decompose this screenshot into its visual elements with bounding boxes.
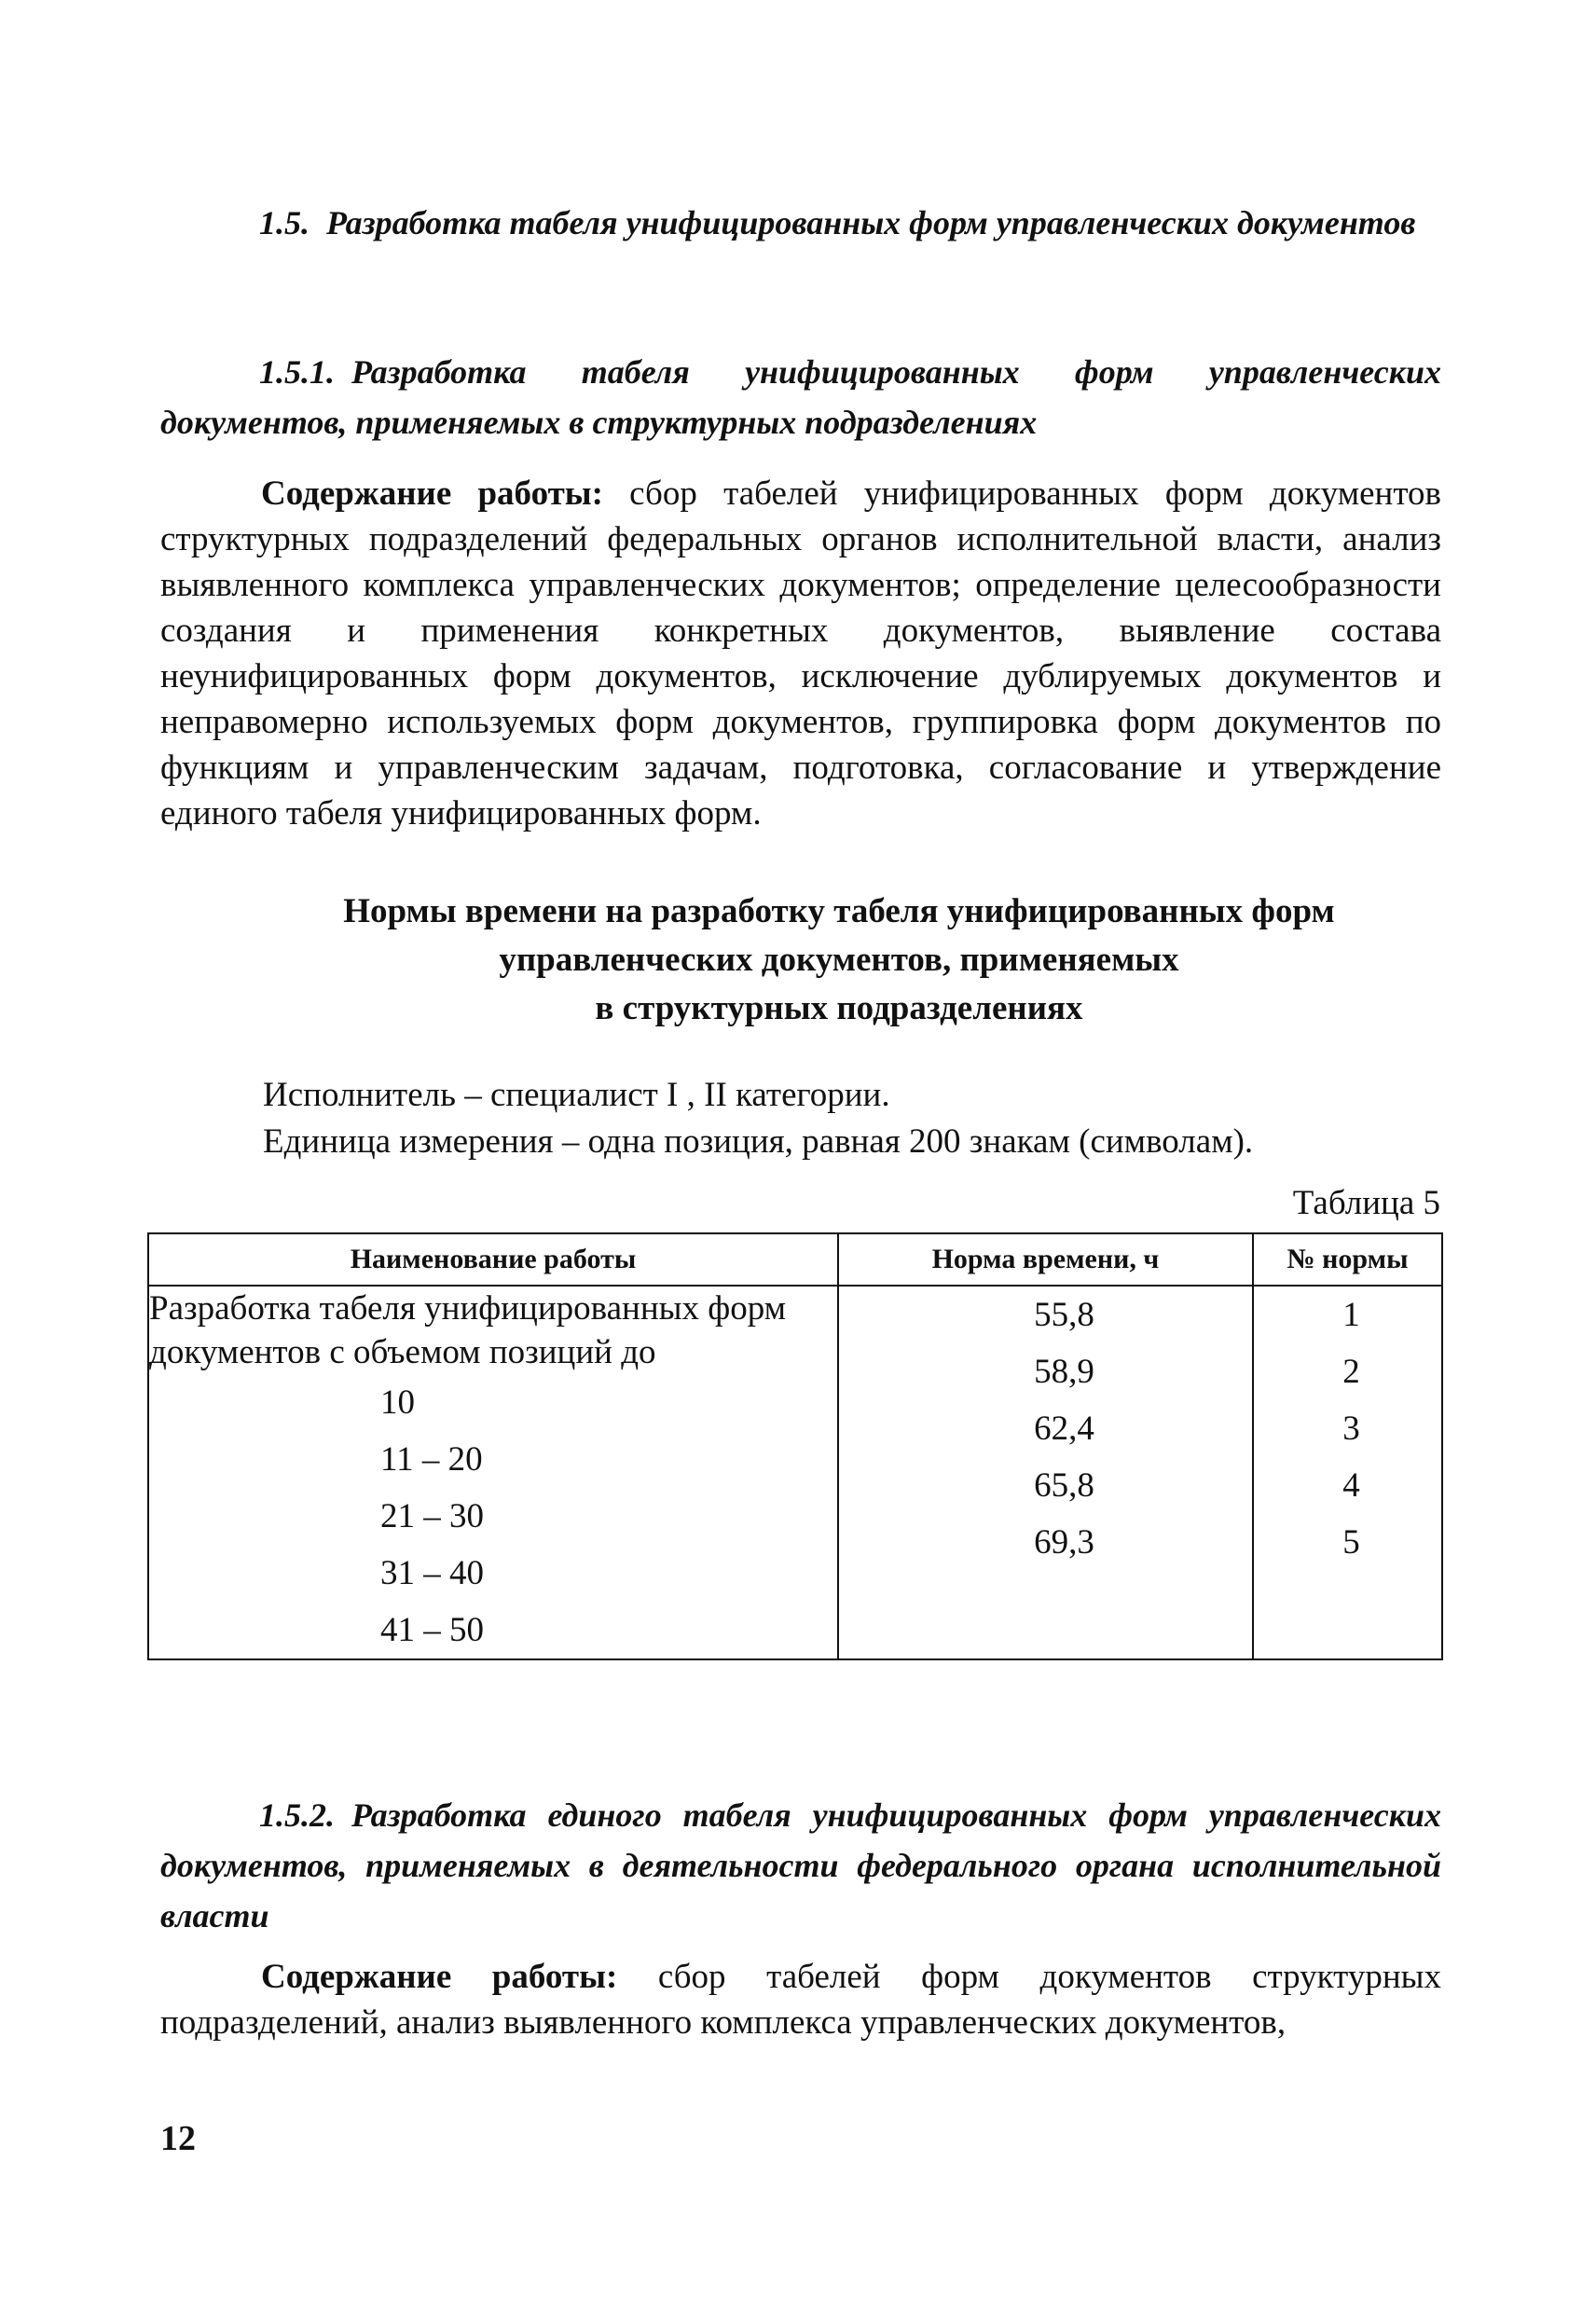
section-1-5-1-heading bbox=[160, 347, 1441, 447]
norm-number-cell bbox=[1253, 1286, 1442, 1659]
work-name-cell bbox=[148, 1286, 838, 1659]
norms-title-line-1: Нормы времени на разработку табеля унифицированных форм bbox=[343, 892, 1335, 930]
norm-number-value: 3 bbox=[1342, 1410, 1360, 1448]
norm-number-value: 4 bbox=[1342, 1466, 1360, 1505]
range-value: 21 – 30 bbox=[380, 1497, 484, 1535]
section-number: 1.5.1. bbox=[259, 353, 335, 391]
norms-title-line-2: управленческих документов, применяемых bbox=[499, 941, 1179, 979]
time-norm-cell bbox=[838, 1286, 1253, 1659]
header-norm-number: № нормы bbox=[1253, 1233, 1442, 1286]
performer-line: Исполнитель – специалист I , II категории. bbox=[263, 1076, 890, 1114]
work-content-label: Содержание работы: bbox=[261, 475, 603, 513]
table-header-row bbox=[148, 1233, 1442, 1286]
table-label: Таблица 5 bbox=[1292, 1184, 1440, 1222]
time-norm-value: 58,9 bbox=[1034, 1353, 1094, 1391]
section-1-5-2-heading bbox=[160, 1790, 1441, 1941]
header-time-norm: Норма времени, ч bbox=[838, 1233, 1253, 1286]
time-norm-value: 55,8 bbox=[1034, 1296, 1094, 1334]
section-title: Разработка табеля унифицированных форм управленческих документов, применяемых в структурных подразделениях bbox=[160, 353, 1441, 441]
norm-number-value: 2 bbox=[1342, 1353, 1360, 1391]
norm-number-value: 5 bbox=[1342, 1523, 1360, 1562]
time-norm-value: 69,3 bbox=[1034, 1523, 1094, 1562]
section-1-5-heading bbox=[160, 198, 1441, 248]
norms-table-title bbox=[270, 888, 1408, 1033]
section-title: Разработка единого табеля унифицированных форм управленческих документов, применяемых в деятельности федерального органа исполнительной власти bbox=[160, 1796, 1441, 1934]
time-norm-value: 65,8 bbox=[1034, 1466, 1094, 1505]
section-number: 1.5. bbox=[259, 204, 310, 241]
norm-number-value: 1 bbox=[1342, 1296, 1360, 1334]
norms-title-line-3: в структурных подразделениях bbox=[595, 989, 1083, 1027]
range-value: 41 – 50 bbox=[380, 1611, 484, 1649]
unit-line: Единица измерения – одна позиция, равная 200 знакам (символам). bbox=[263, 1122, 1254, 1161]
section-title: Разработка табеля унифицированных форм управленческих документов bbox=[326, 204, 1416, 241]
norms-table bbox=[147, 1232, 1443, 1660]
range-value: 11 – 20 bbox=[380, 1440, 483, 1479]
work-content-paragraph-2 bbox=[160, 1954, 1441, 2045]
work-content-paragraph-1 bbox=[160, 471, 1441, 836]
range-value: 31 – 40 bbox=[380, 1554, 484, 1592]
table-body-row bbox=[148, 1286, 1442, 1659]
work-content-label: Содержание работы: bbox=[261, 1958, 618, 1996]
work-content-text: сбор табелей форм документов структурных подразделений, анализ выявленного комплекса управленческих документов, bbox=[160, 1958, 1442, 2042]
time-norm-value: 62,4 bbox=[1034, 1410, 1094, 1448]
section-number: 1.5.2. bbox=[259, 1796, 335, 1834]
header-work-name: Наименование работы bbox=[148, 1233, 838, 1286]
page-number: 12 bbox=[160, 2119, 196, 2158]
range-value: 10 bbox=[380, 1383, 415, 1422]
work-description: Разработка табеля унифицированных форм документов с объемом позиций до bbox=[149, 1289, 787, 1371]
work-content-text: сбор табелей унифицированных форм документов структурных подразделений федеральных органов исполнительной власти, анализ выявленного комплекса управленческих документов; определение целесообразности создания и применения конкретных документов, выявление состава неунифицированных форм документов, исключение дублируемых документов и неправомерно используемых форм документов, группировка форм документов по функциям и управленческим задачам, подготовка, согласование и утверждение единого табеля унифицированных форм. bbox=[160, 475, 1441, 833]
